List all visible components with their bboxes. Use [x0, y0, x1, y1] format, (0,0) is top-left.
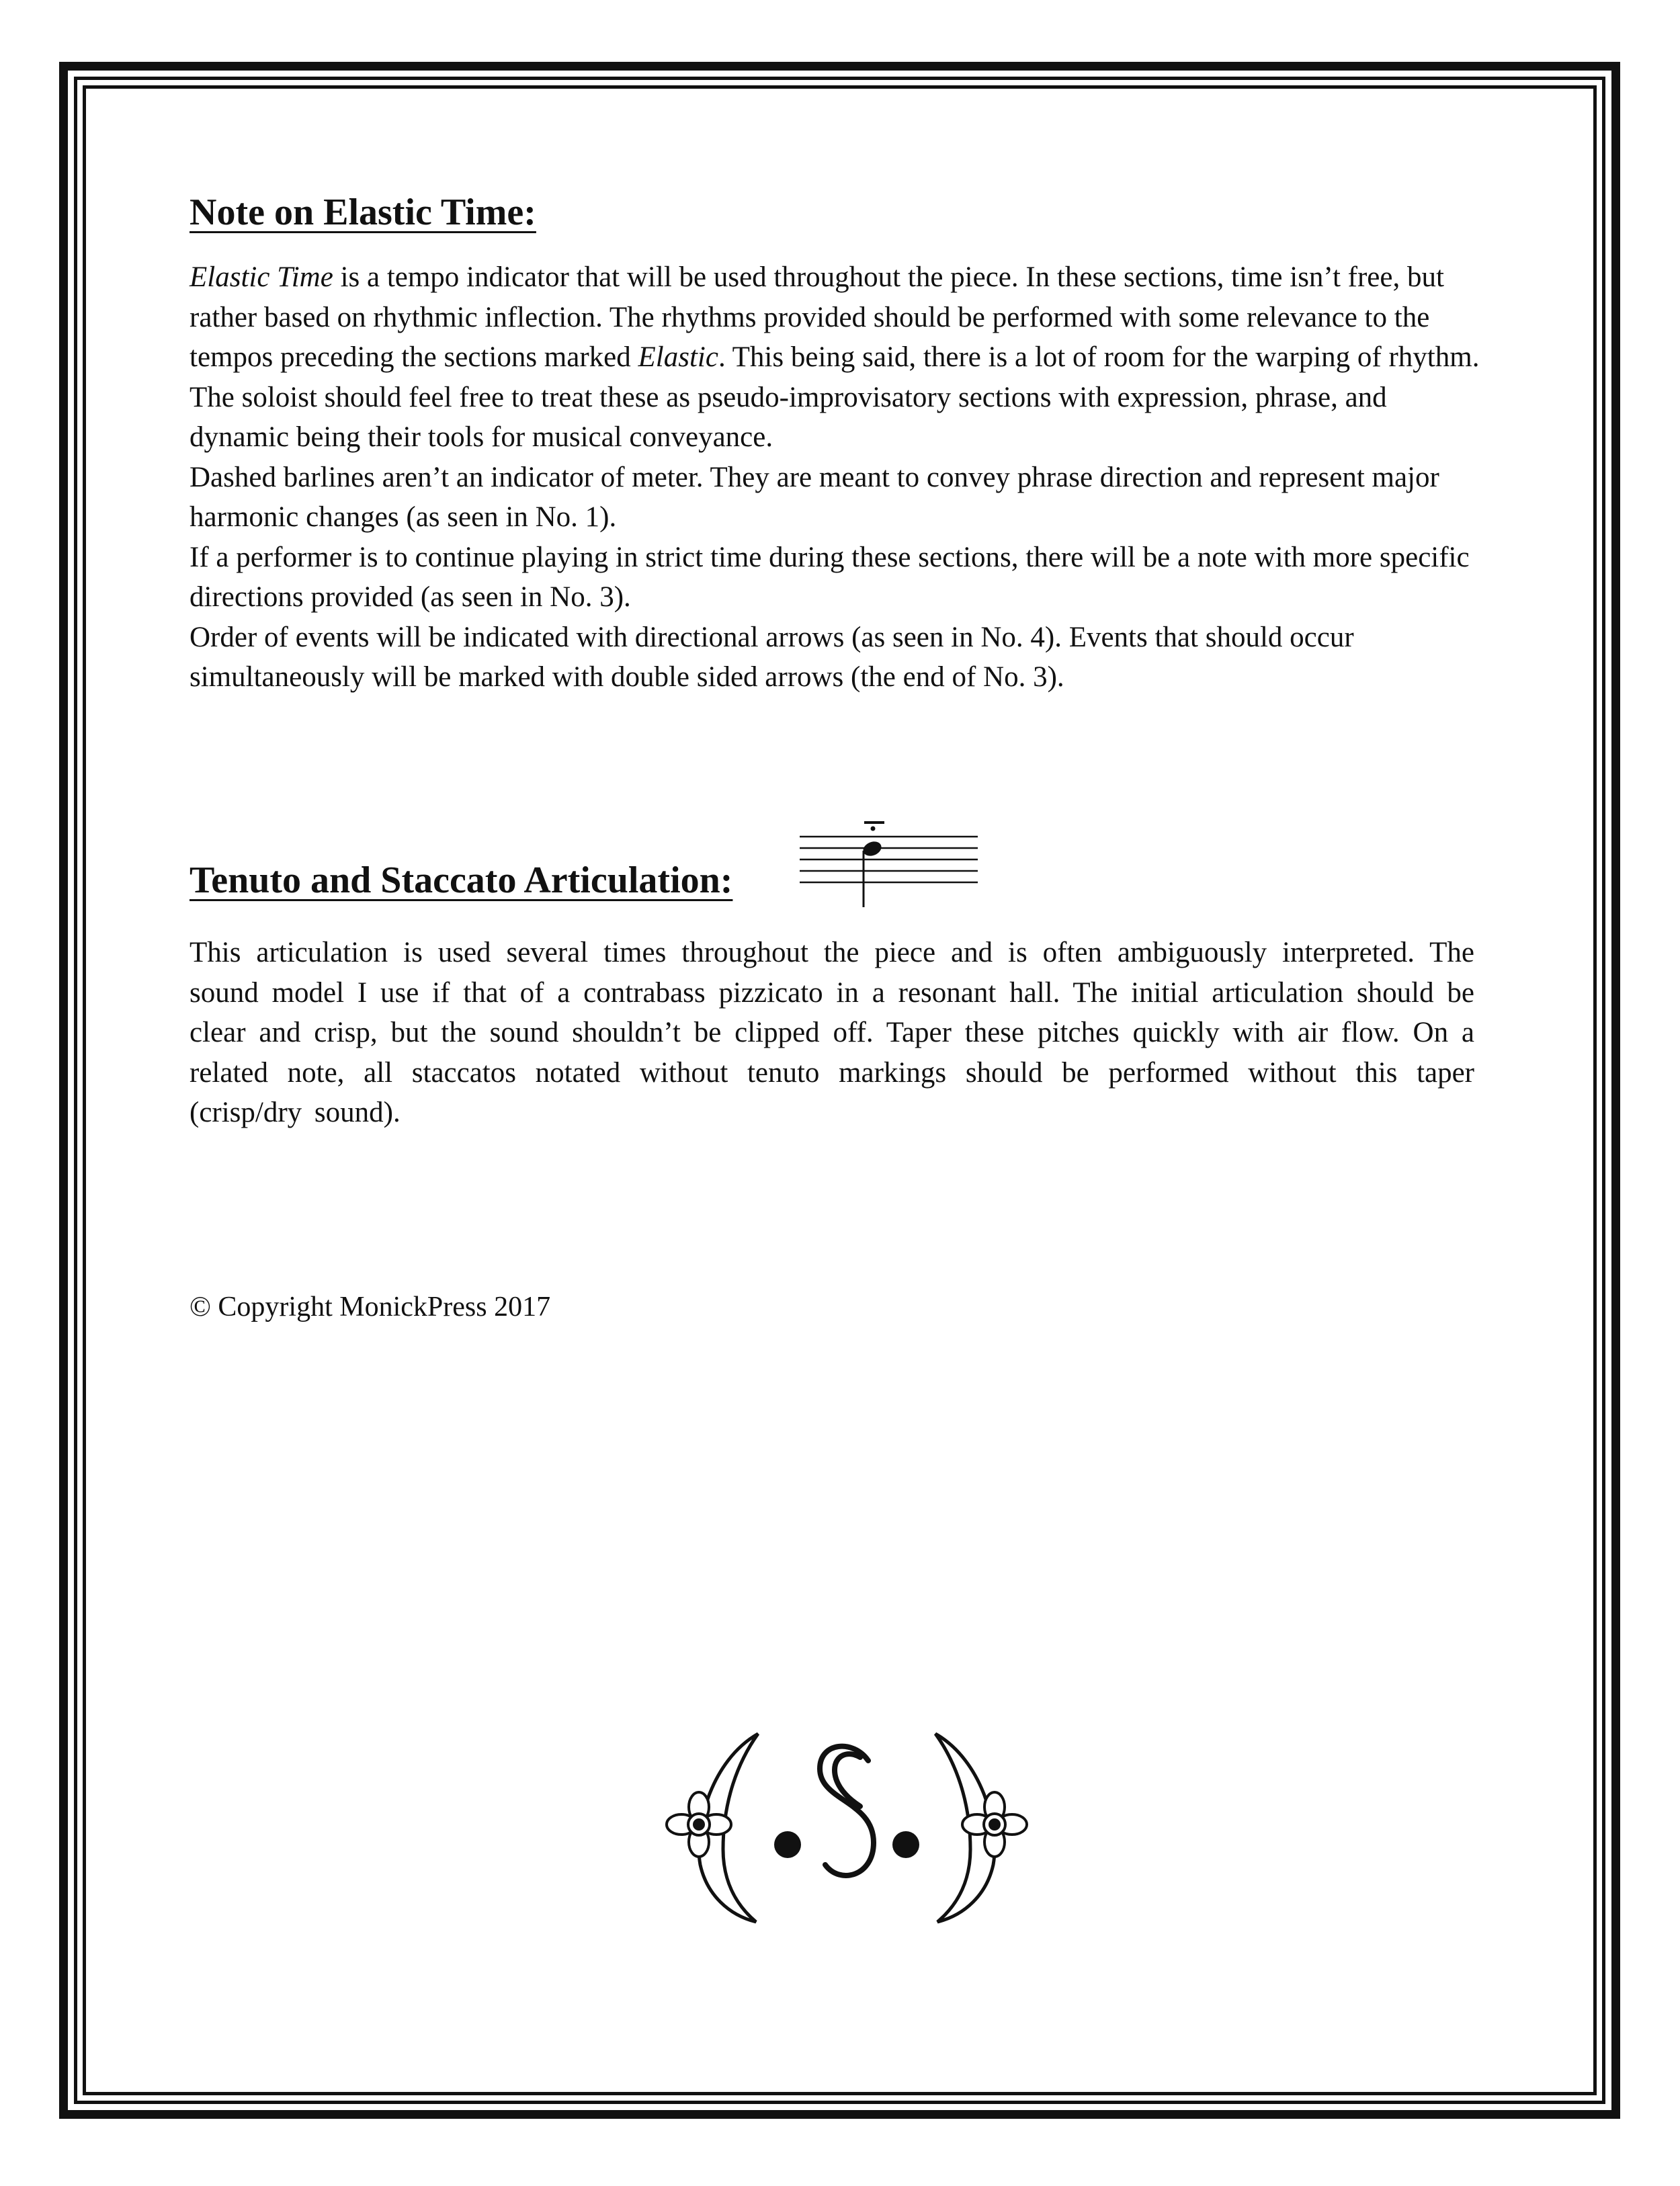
elastic-paragraph-5: Order of events will be indicated with directional arrows (as seen in No. 4). Events that should occur simultaneously will be marked with double sided arrows (the end of No. 3).	[190, 621, 1354, 693]
tenuto-staccato-heading: Tenuto and Staccato Articulation:	[190, 859, 733, 901]
elastic-term-short: Elastic	[638, 341, 718, 373]
elastic-time-body	[190, 257, 1480, 698]
elastic-paragraph-2: The soloist should feel free to treat these as pseudo-improvisatory sections with expression, phrase, and dynamic being their tools for musical conveyance.	[190, 381, 1387, 453]
copyright-notice: © Copyright MonickPress 2017	[190, 1292, 551, 1322]
elastic-paragraph-4: If a performer is to continue playing in strict time during these sections, there will be a note with more specific directions provided (as seen in No. 3).	[190, 541, 1470, 613]
elastic-term: Elastic Time	[190, 261, 333, 293]
elastic-paragraph-3: Dashed barlines aren’t an indicator of meter. They are meant to convey phrase direction and represent major harmonic changes (as seen in No. 1).	[190, 461, 1439, 533]
elastic-time-heading: Note on Elastic Time:	[190, 192, 536, 233]
tenuto-staccato-body: This articulation is used several times throughout the piece and is often ambiguously interpreted. The sound model I use if that of a contrabass pizzicato in a resonant hall. The initial articulation should be clear and crisp, but the sound shouldn’t be clipped off. Taper these pitches quickly with air flow. On a related note, all staccatos notated without tenuto markings should be performed without this taper (crisp/dry sound).	[190, 937, 1474, 1128]
tenuto-staccato-note-icon	[793, 806, 995, 914]
elastic-paragraph-1: Elastic Time is a tempo indicator that will be used throughout the piece. In these sections, time isn’t free, but rather based on rhythmic inflection. The rhythms provided should be performed with some relevance to the tempos preceding the sections marked Elastic. This being said, there is a lot of room for the warping of rhythm.	[190, 261, 1480, 373]
publisher-seal-icon	[659, 1727, 1035, 1929]
